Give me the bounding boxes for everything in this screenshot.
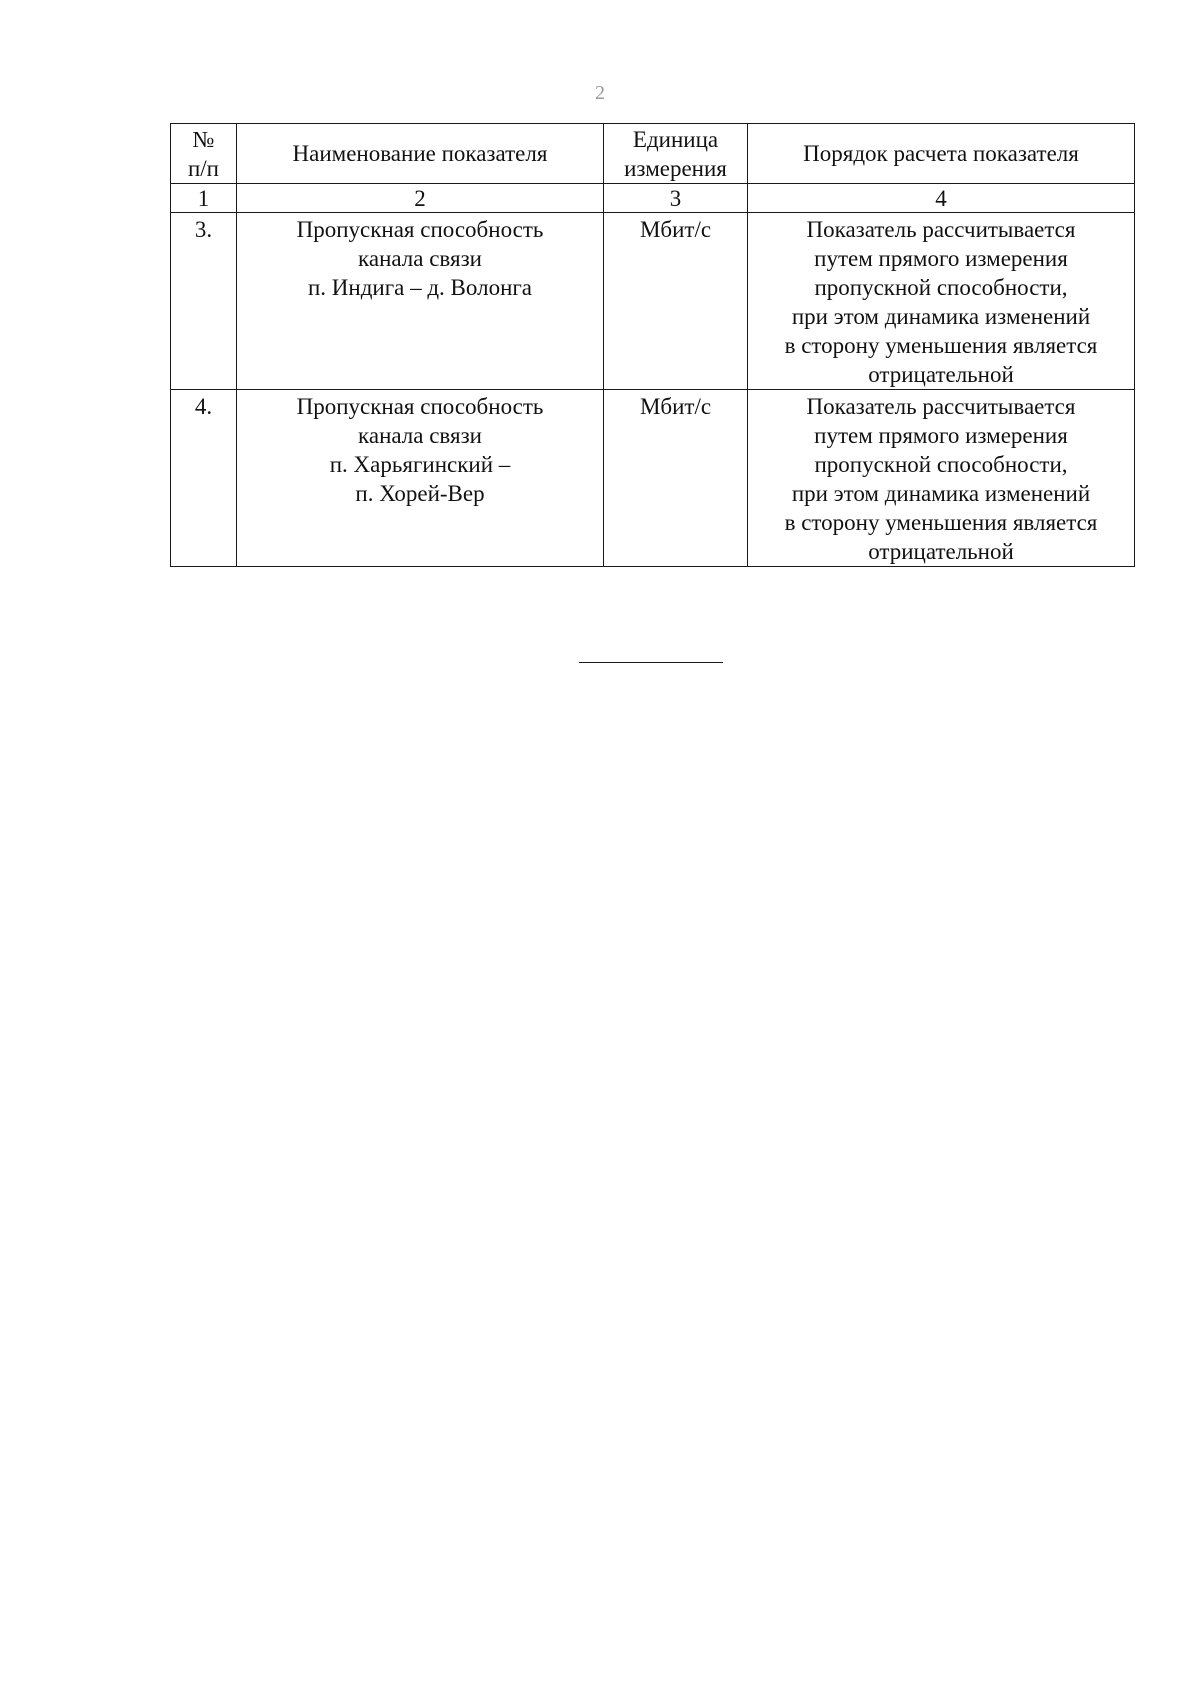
header-unit: Единица измерения (604, 124, 748, 184)
column-number-1: 1 (171, 184, 237, 213)
calculation-method: Показатель рассчитывается путем прямого измерения пропускной способности, при этом динамика изменений в сторону уменьшения является отрицательной (748, 390, 1135, 567)
table-row (171, 213, 1135, 390)
page-number: 2 (595, 82, 605, 104)
column-number-3: 3 (604, 184, 748, 213)
row-number: 4. (171, 390, 237, 567)
column-number-4: 4 (748, 184, 1135, 213)
indicator-unit: Мбит/с (604, 390, 748, 567)
header-number: № п/п (171, 124, 237, 184)
indicator-name: Пропускная способность канала связи п. Индига – д. Волонга (237, 213, 604, 390)
header-calculation-method: Порядок расчета показателя (748, 124, 1135, 184)
table-header-row (171, 124, 1135, 184)
indicator-name: Пропускная способность канала связи п. Харьягинский – п. Хорей-Вер (237, 390, 604, 567)
document-end-rule (579, 662, 723, 663)
header-indicator-name: Наименование показателя (237, 124, 604, 184)
indicators-table (170, 123, 1135, 567)
indicator-unit: Мбит/с (604, 213, 748, 390)
column-number-row (171, 184, 1135, 213)
calculation-method: Показатель рассчитывается путем прямого измерения пропускной способности, при этом динамика изменений в сторону уменьшения является отрицательной (748, 213, 1135, 390)
column-number-2: 2 (237, 184, 604, 213)
table-row (171, 390, 1135, 567)
row-number: 3. (171, 213, 237, 390)
